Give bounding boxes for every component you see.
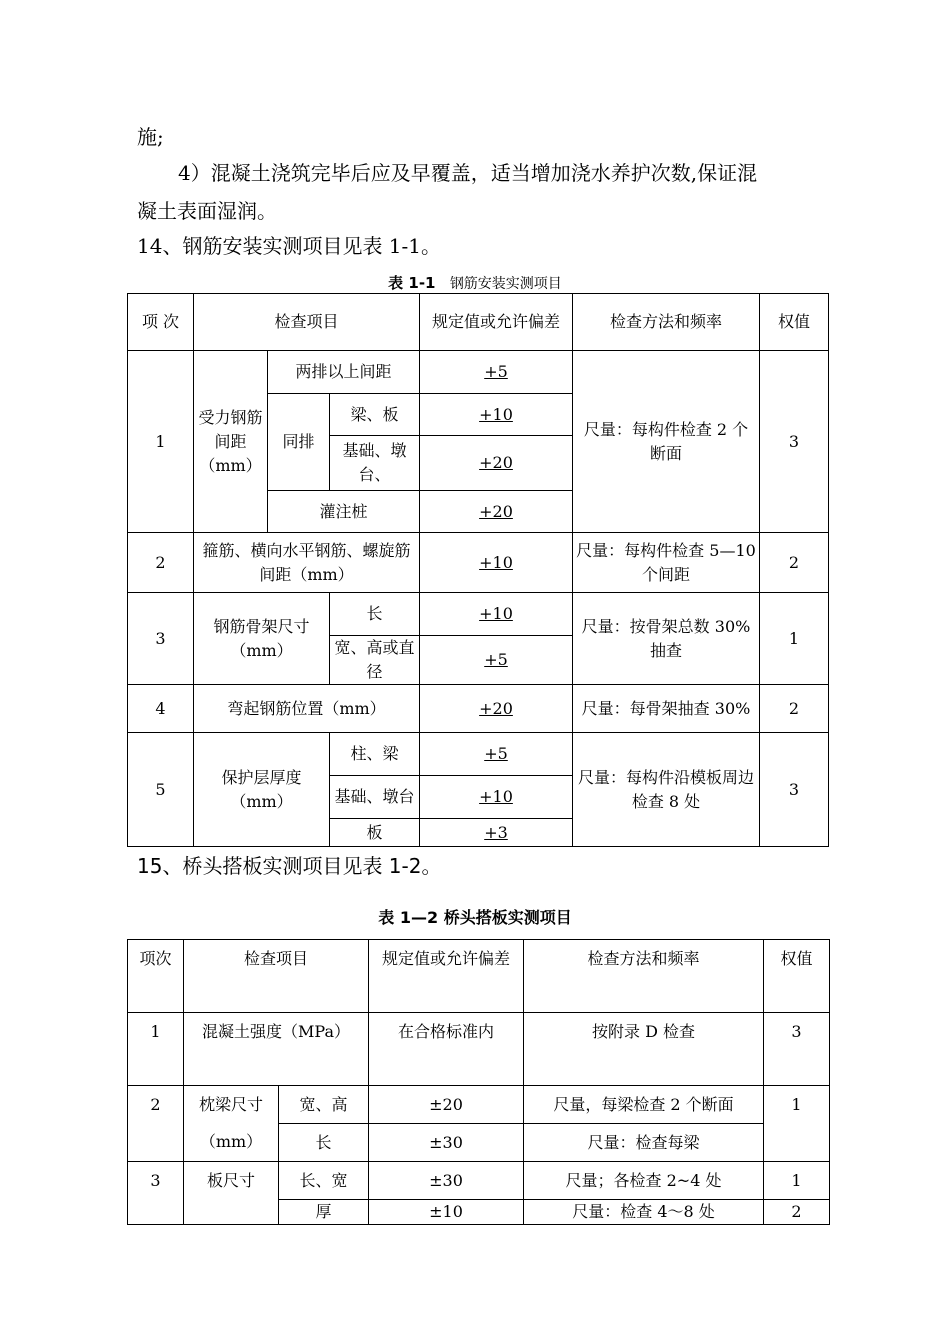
table1-r4-weight: 2 (760, 685, 829, 733)
table1-r1-no: 1 (128, 351, 194, 533)
table1-r1-c-tol: +20 (420, 491, 573, 533)
table1-r5-group: 保护层厚度（mm） (194, 733, 330, 847)
table1-r4-tol: +20 (420, 685, 573, 733)
table1-rebar-installation (127, 293, 829, 847)
table2-r2-a-method: 尺量，每梁检查 2 个断面 (524, 1086, 764, 1124)
table1-r4-no: 4 (128, 685, 194, 733)
table2-r3-group: 板尺寸 (184, 1162, 279, 1225)
paragraph-line-1: 施; (137, 125, 164, 149)
table2-header-row (128, 940, 830, 1013)
table1-caption-title: 钢筋安装实测项目 (449, 276, 562, 292)
table2-r3-b-method: 尺量：检查 4～8 处 (524, 1200, 764, 1225)
table1-r4-item: 弯起钢筋位置（mm） (194, 685, 420, 733)
table1-r3-no: 3 (128, 593, 194, 685)
table2-r3-a-weight: 1 (764, 1162, 830, 1200)
table2-r2-b-label: 长 (279, 1124, 369, 1162)
table1-header-row (128, 294, 829, 351)
table1-r5-no: 5 (128, 733, 194, 847)
table-row (128, 533, 829, 593)
paragraph-line-4: 14、钢筋安装实测项目见表 1-1。 (137, 234, 442, 258)
table2-r2-b-method: 尺量：检查每梁 (524, 1124, 764, 1162)
paragraph-line-3: 凝土表面湿润。 (137, 199, 277, 223)
table2-header-tolerance: 规定值或允许偏差 (369, 940, 524, 1013)
table-row (128, 593, 829, 636)
table1-r1-a-label: 两排以上间距 (268, 351, 420, 394)
table2-caption-text: 表 1—2 桥头搭板实测项目 (378, 908, 572, 927)
paragraph-line-5: 15、桥头搭板实测项目见表 1-2。 (137, 854, 442, 878)
table1-r5-c-label: 板 (330, 819, 420, 847)
paragraph-line-2: 4）混凝土浇筑完毕后应及早覆盖，适当增加浇水养护次数,保证混 (178, 161, 758, 185)
table1-r3-b-label: 宽、高或直径 (330, 636, 420, 685)
table-row (128, 1086, 830, 1124)
table1-r3-a-tol: +10 (420, 593, 573, 636)
table1-r1-b1-label: 梁、板 (330, 394, 420, 436)
table1-r1-b2-label: 基础、墩台、 (330, 436, 420, 491)
table1-r1-method: 尺量：每构件检查 2 个断面 (573, 351, 760, 533)
table2-r2-no: 2 (128, 1086, 184, 1162)
table1-header-method: 检查方法和频率 (573, 294, 760, 351)
table2-r3-no: 3 (128, 1162, 184, 1225)
table-row (128, 1162, 830, 1200)
table1-r2-no: 2 (128, 533, 194, 593)
table1-caption-number: 表 1-1 (388, 274, 436, 292)
table-row (128, 1013, 830, 1086)
table-row (128, 685, 829, 733)
table1-r2-item: 箍筋、横向水平钢筋、螺旋筋间距（mm） (194, 533, 420, 593)
table1-header-tolerance: 规定值或允许偏差 (420, 294, 573, 351)
table2-r2-a-label: 宽、高 (279, 1086, 369, 1124)
table2-r3-b-tol: ±10 (369, 1200, 524, 1225)
table2-header-item: 检查项目 (184, 940, 369, 1013)
table2-r3-b-label: 厚 (279, 1200, 369, 1225)
table1-r5-b-tol: +10 (420, 776, 573, 819)
table2-r3-a-tol: ±30 (369, 1162, 524, 1200)
table2-header-weight: 权值 (764, 940, 830, 1013)
table1-r5-method: 尺量：每构件沿模板周边检查 8 处 (573, 733, 760, 847)
table2-r1-method: 按附录 D 检查 (524, 1013, 764, 1086)
table2-r1-weight: 3 (764, 1013, 830, 1086)
table1-caption (0, 272, 950, 293)
table1-r3-b-tol: +5 (420, 636, 573, 685)
table1-r2-tol: +10 (420, 533, 573, 593)
table1-header-no: 项 次 (128, 294, 194, 351)
table1-r5-a-tol: +5 (420, 733, 573, 776)
table1-r1-b1-tol: +10 (420, 394, 573, 436)
table2-caption (0, 905, 950, 928)
table1-r3-method: 尺量：按骨架总数 30%抽查 (573, 593, 760, 685)
table2-bridge-approach-slab (127, 939, 830, 1225)
table2-r1-item: 混凝土强度（MPa） (184, 1013, 369, 1086)
table2-r3-b-weight: 2 (764, 1200, 830, 1225)
table-row (128, 351, 829, 394)
table2-r2-b-tol: ±30 (369, 1124, 524, 1162)
table2-header-no: 项次 (128, 940, 184, 1013)
table1-r3-weight: 1 (760, 593, 829, 685)
table1-r5-a-label: 柱、梁 (330, 733, 420, 776)
table1-r1-b-label: 同排 (268, 394, 330, 491)
table2-r3-a-label: 长、宽 (279, 1162, 369, 1200)
table1-r1-group: 受力钢筋间距（mm） (194, 351, 268, 533)
table1-r5-b-label: 基础、墩台 (330, 776, 420, 819)
table1-r4-method: 尺量：每骨架抽查 30% (573, 685, 760, 733)
table1-header-weight: 权值 (760, 294, 829, 351)
table1-r1-c-label: 灌注桩 (268, 491, 420, 533)
table1-r1-a-tol: +5 (420, 351, 573, 394)
table1-r1-weight: 3 (760, 351, 829, 533)
table1-r2-method: 尺量：每构件检查 5—10 个间距 (573, 533, 760, 593)
table1-r3-a-label: 长 (330, 593, 420, 636)
table1-r1-b2-tol: +20 (420, 436, 573, 491)
table-row (128, 733, 829, 776)
table2-r1-no: 1 (128, 1013, 184, 1086)
table1-r5-c-tol: +3 (420, 819, 573, 847)
table1-r5-weight: 3 (760, 733, 829, 847)
table2-r2-a-tol: ±20 (369, 1086, 524, 1124)
table1-header-item: 检查项目 (194, 294, 420, 351)
table2-r3-a-method: 尺量；各检查 2~4 处 (524, 1162, 764, 1200)
table1-r3-group: 钢筋骨架尺寸（mm） (194, 593, 330, 685)
table1-r2-weight: 2 (760, 533, 829, 593)
table2-header-method: 检查方法和频率 (524, 940, 764, 1013)
table2-r2-group: 枕梁尺寸（mm） (184, 1086, 279, 1162)
table2-r1-tol: 在合格标准内 (369, 1013, 524, 1086)
table2-r2-weight: 1 (764, 1086, 830, 1162)
